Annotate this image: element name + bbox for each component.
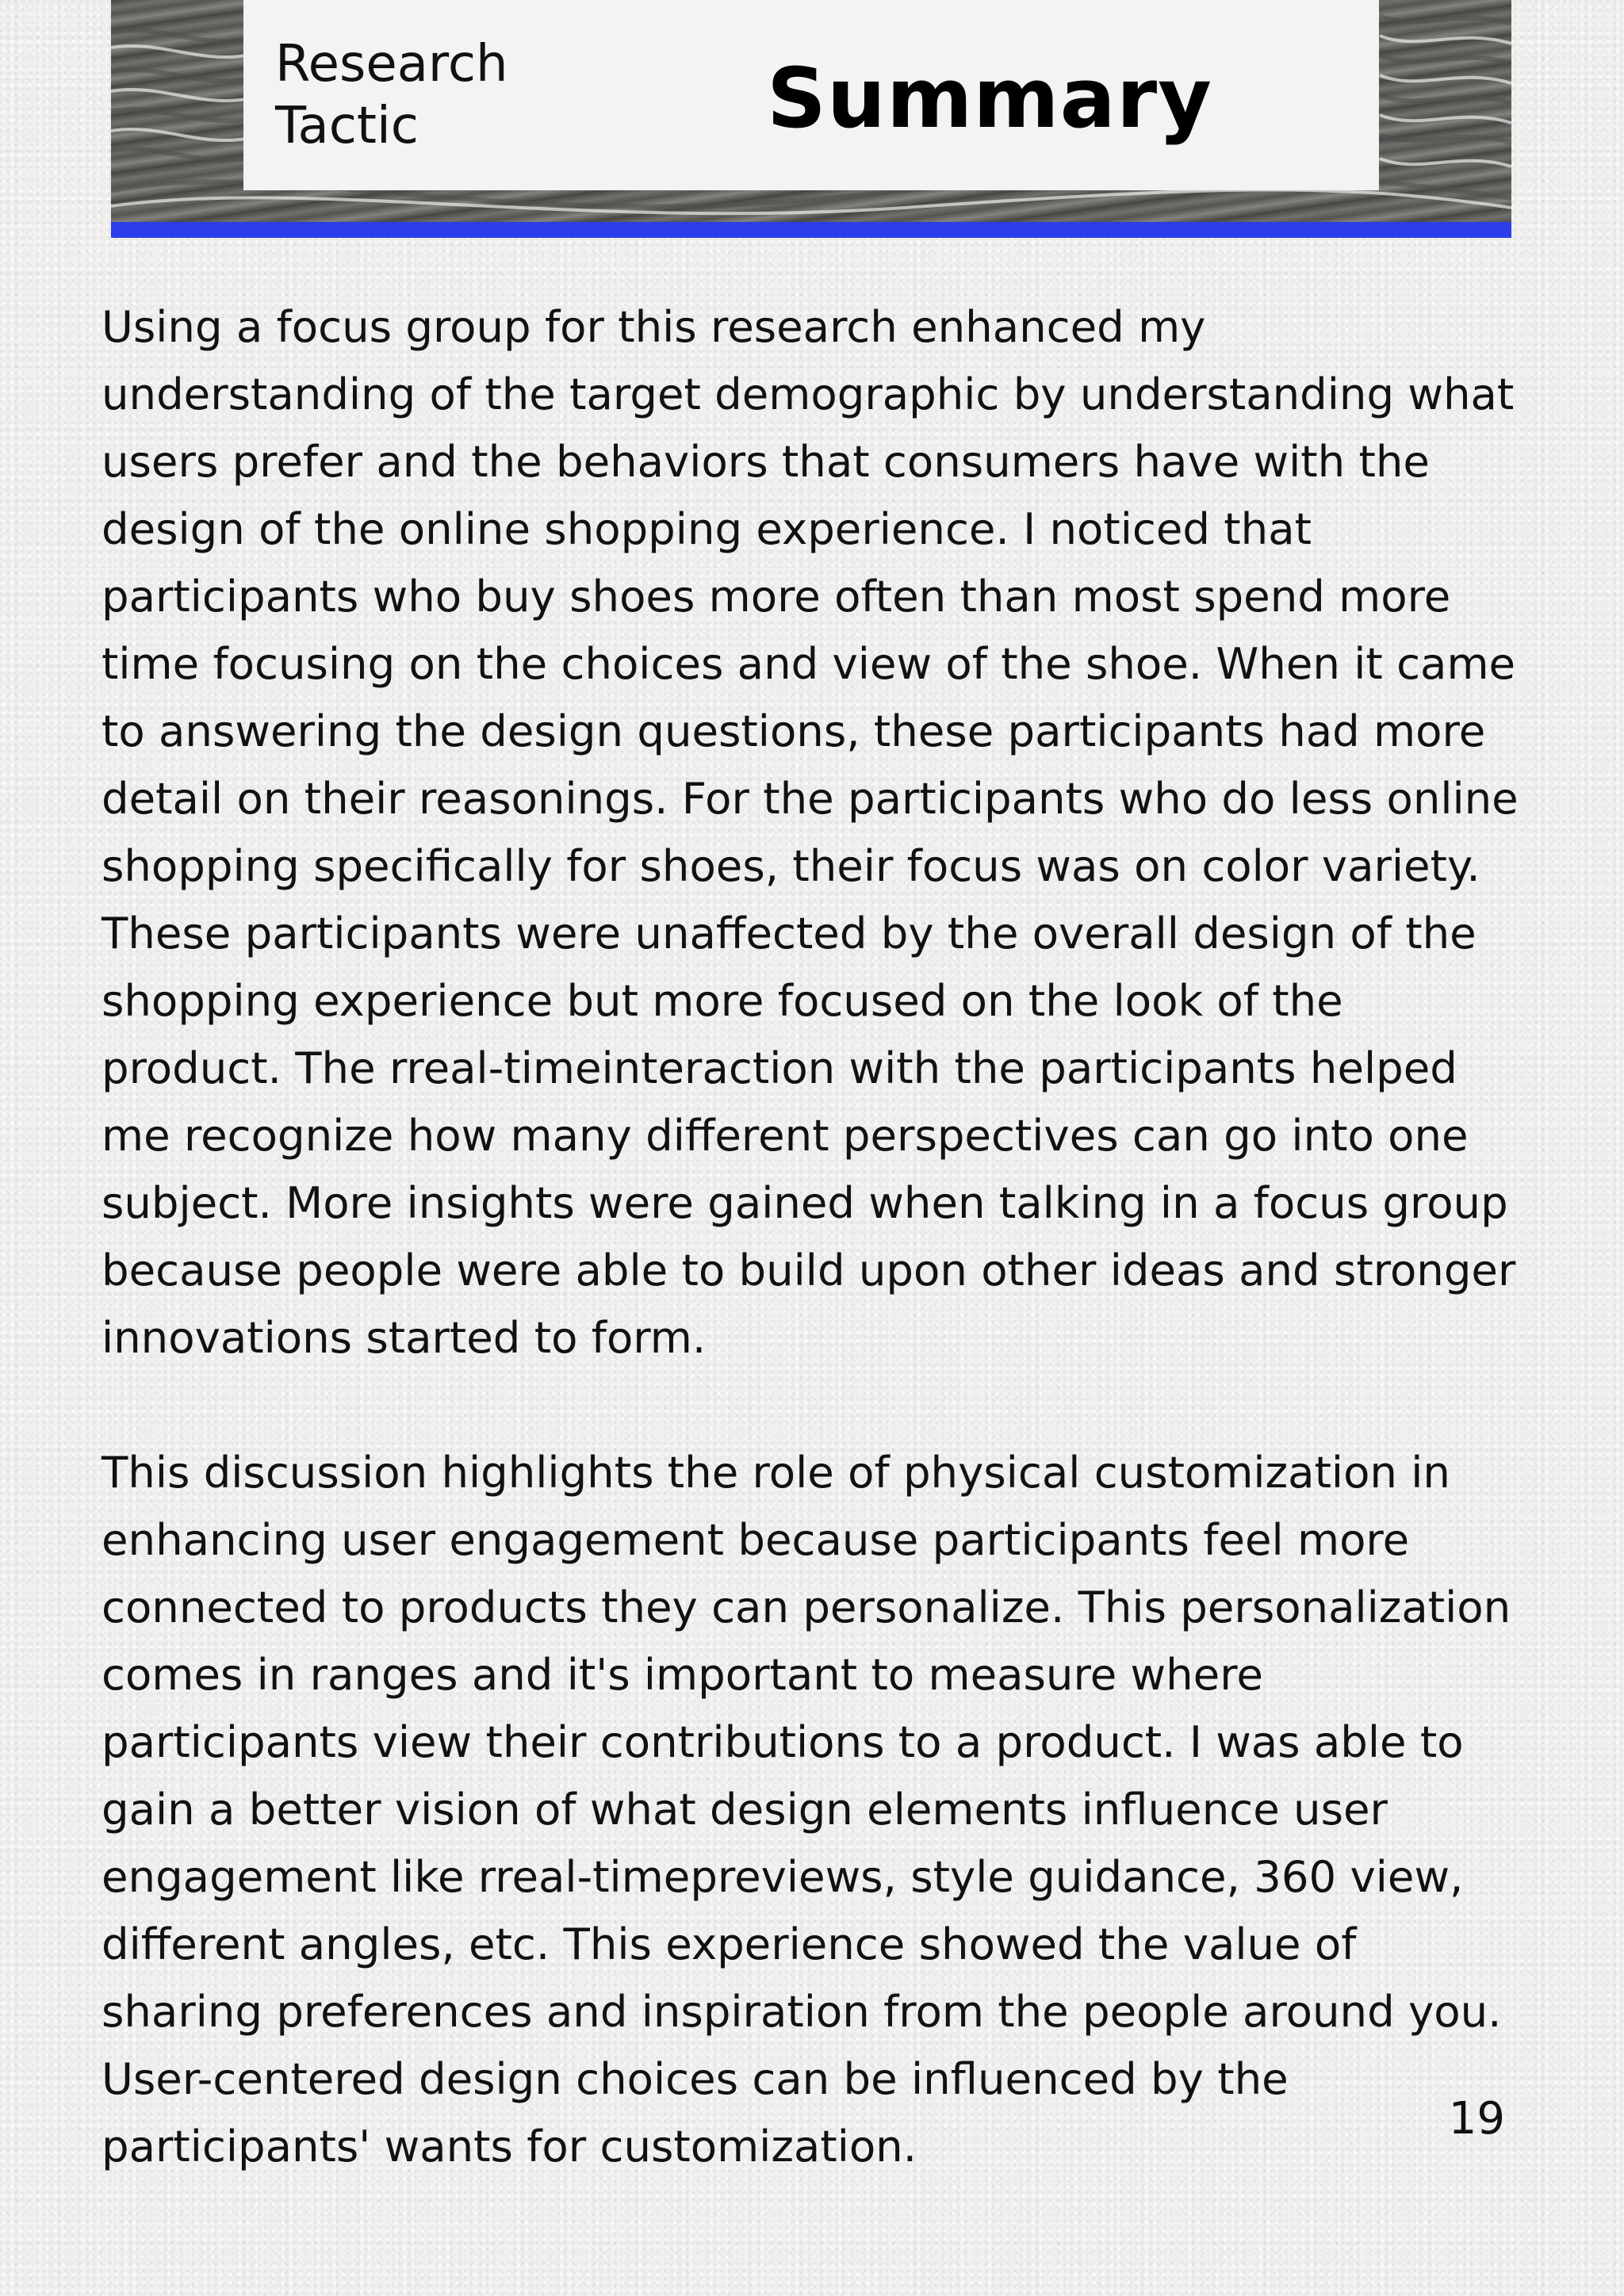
body-text <box>102 293 1529 2180</box>
paragraph-2: This discussion highlights the role of physical customization in enhancing user engagement because participants feel more connected to products they can personalize. This personalization comes in ranges and it's important to measure where participants view their contributions to a product. I was able to gain a better vision of what design elements influence user engagement like rreal-timepreviews, style guidance, 360 view, different angles, etc. This experience showed the value of sharing preferences and inspiration from the people around you. User-centered design choices can be influenced by the participants' wants for customization. <box>102 1447 1511 2172</box>
title-card <box>243 0 1379 190</box>
accent-bar <box>111 222 1511 238</box>
page-number: 19 <box>1448 2093 1505 2145</box>
paragraph-1: Using a focus group for this research enhanced my understanding of the target demographic by understanding what users prefer and the behaviors that consumers have with the design of the online shopping experience. I noticed that participants who buy shoes more often than most spend more time focusing on the choices and view of the shoe. When it came to answering the design questions, these participants had more detail on their reasonings. For the participants who do less online shopping specifically for shoes, their focus was on color variety. These participants were unaffected by the overall design of the shopping experience but more focused on the look of the product. The rreal-timeinteraction with the participants helped me recognize how many different perspectives can go into one subject. More insights were gained when talking in a focus group because people were able to build upon other ideas and stronger innovations started to form. <box>102 301 1519 1363</box>
section-kicker: Research Tactic <box>275 35 508 155</box>
page-title: Summary <box>767 50 1212 147</box>
